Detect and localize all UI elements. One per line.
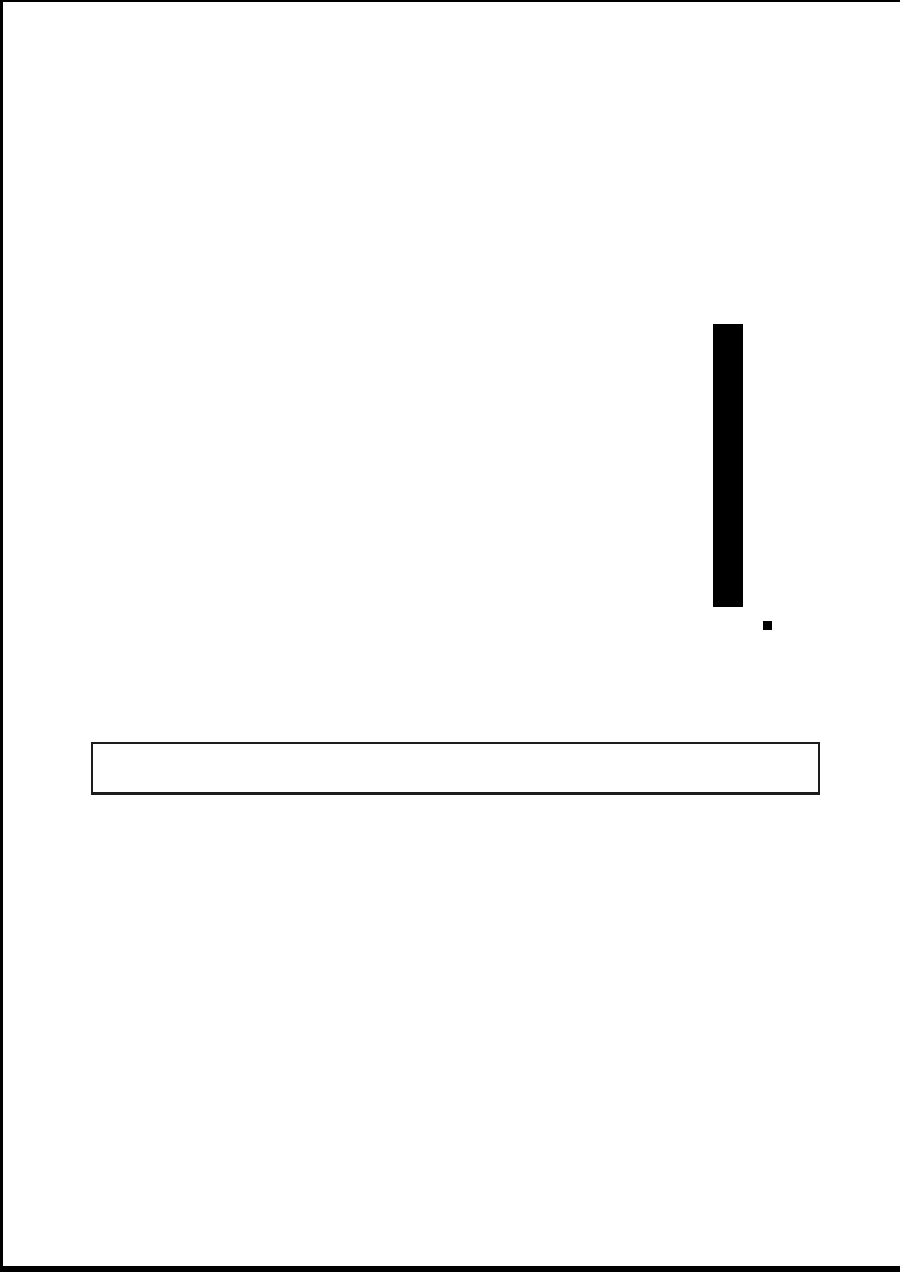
buckling-column-figure (683, 305, 813, 645)
results-table (91, 742, 820, 795)
column-body (713, 324, 743, 607)
table-title (92, 743, 819, 793)
axis-triad (763, 607, 795, 630)
table-title-row (92, 743, 819, 793)
